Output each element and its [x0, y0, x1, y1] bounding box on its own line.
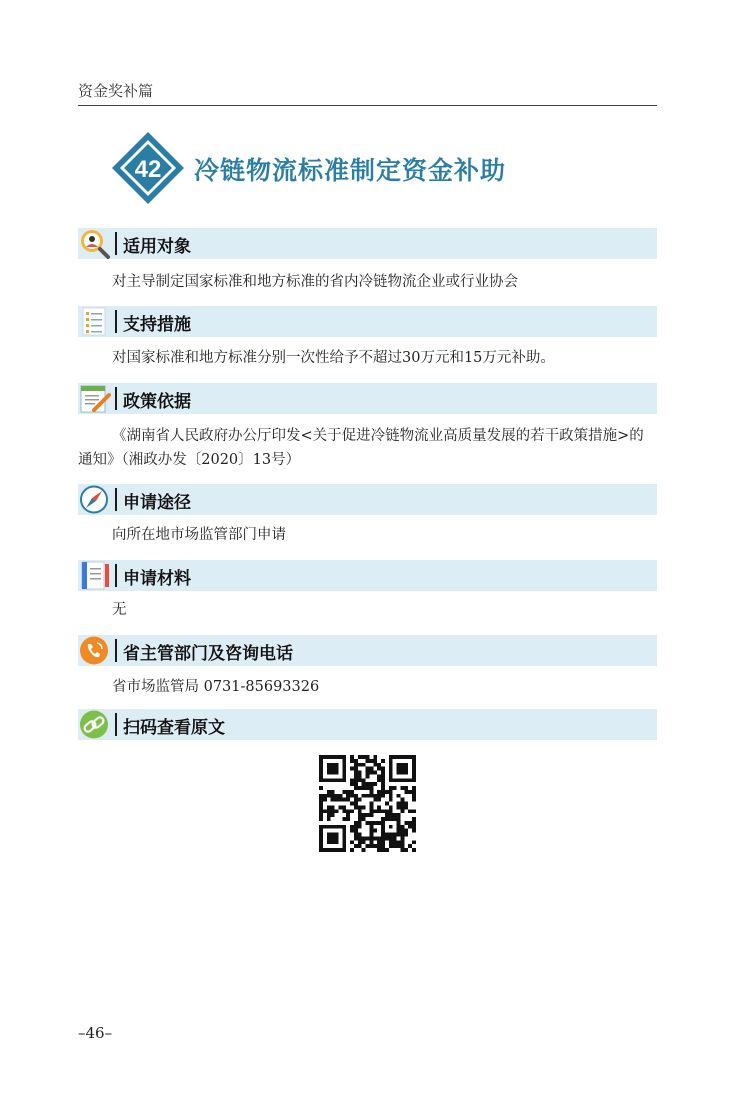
- link-icon: [78, 709, 112, 740]
- section-divider: [115, 310, 117, 333]
- section-content: 对国家标准和地方标准分别一次性给予不超过30万元和15万元补助。: [112, 350, 555, 366]
- section-label: 省主管部门及咨询电话: [123, 644, 293, 664]
- number-badge: [112, 132, 184, 204]
- section-content: 《湖南省人民政府办公厅印发<关于促进冷链物流业高质量发展的若干政策措施>的通知》（湘政办发〔2020〕13号）: [78, 428, 644, 468]
- section-content: 无: [112, 602, 127, 618]
- section-label: 申请材料: [123, 569, 191, 589]
- section-label: 申请途径: [123, 493, 191, 513]
- page-title: 冷链物流标准制定资金补助: [194, 156, 507, 185]
- section-header-materials: [78, 560, 657, 591]
- notebook-icon: [78, 560, 112, 591]
- phone-icon: [78, 635, 112, 666]
- section-header-basis: [78, 383, 657, 414]
- document-pencil-icon: [78, 383, 112, 414]
- qr-code[interactable]: [319, 755, 416, 852]
- section-header-channel: [78, 484, 657, 515]
- section-header-scan: [78, 709, 657, 740]
- section-label: 支持措施: [123, 315, 191, 335]
- section-divider: [115, 387, 117, 410]
- section-label: 扫码查看原文: [123, 718, 225, 738]
- section-label: 适用对象: [123, 237, 191, 257]
- section-header-applicable: [78, 228, 657, 259]
- compass-icon: [78, 484, 112, 515]
- checklist-icon: [78, 306, 112, 337]
- magnifier-person-icon: [78, 228, 112, 259]
- section-content: 对主导制定国家标准和地方标准的省内冷链物流企业或行业协会: [112, 274, 518, 290]
- section-header-contact: [78, 635, 657, 666]
- header-rule: [78, 105, 657, 106]
- section-divider: [115, 639, 117, 662]
- section-divider: [115, 564, 117, 587]
- section-divider: [115, 488, 117, 511]
- running-head: 资金奖补篇: [78, 82, 154, 100]
- section-header-support: [78, 306, 657, 337]
- section-content: 省市场监管局 0731-85693326: [112, 679, 320, 695]
- page-number: –46–: [78, 1024, 113, 1042]
- section-content: 向所在地市场监管部门申请: [112, 527, 286, 543]
- section-label: 政策依据: [123, 392, 191, 412]
- section-divider: [115, 713, 117, 736]
- title-number: 42: [134, 156, 162, 183]
- section-divider: [115, 232, 117, 255]
